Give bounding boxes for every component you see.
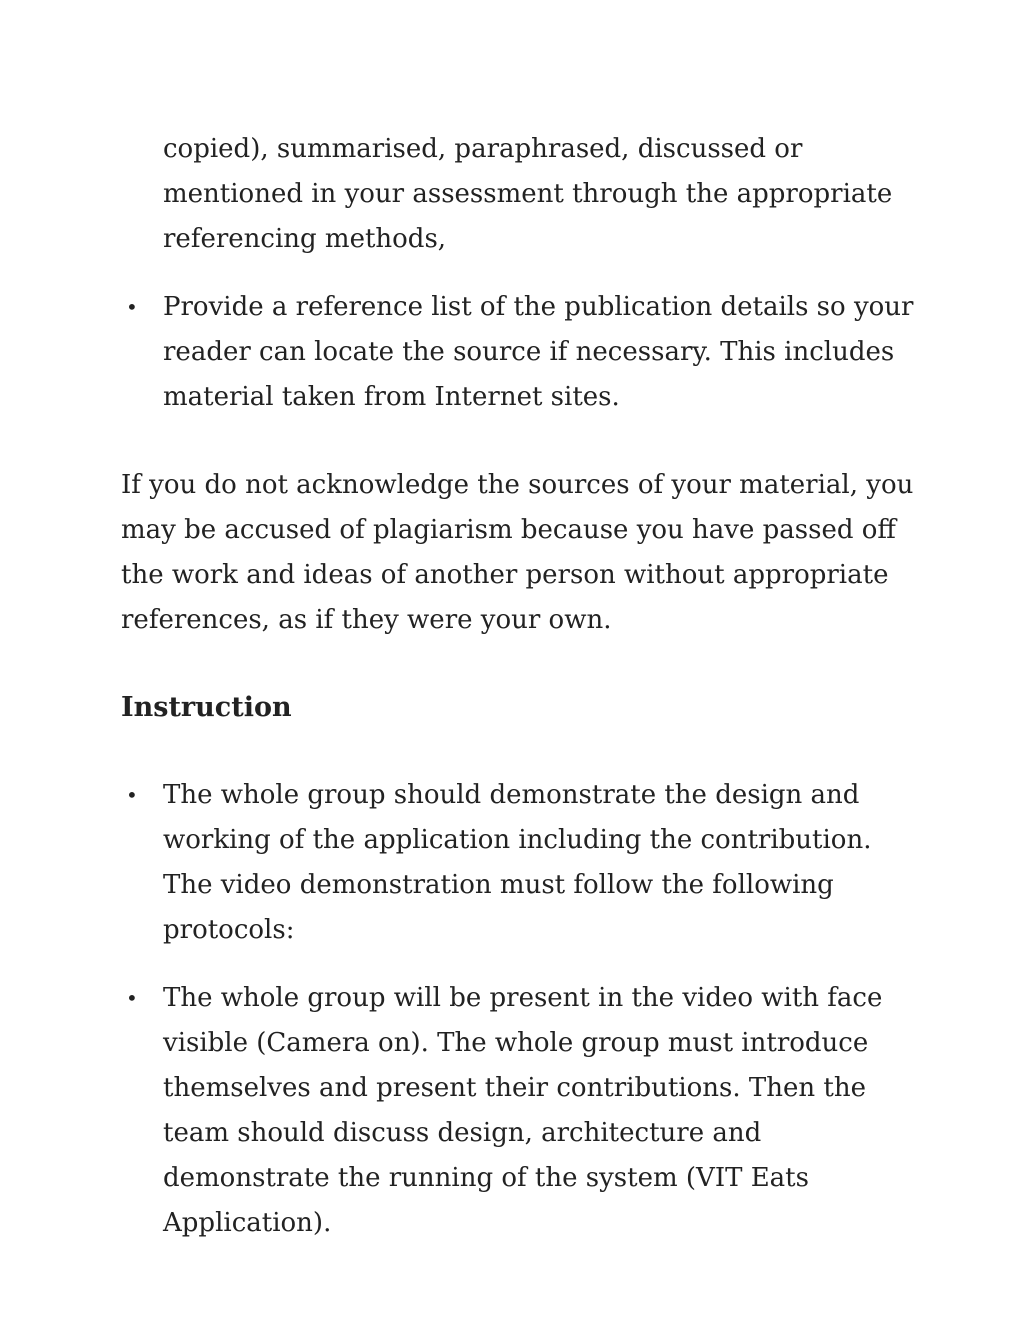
bullet-list-instructions <box>0 773 1024 1246</box>
list-item <box>0 285 1024 420</box>
list-item-text: The whole group should demonstrate the design and working of the application including the contribution. The video demonstration must follow the following protocols: <box>163 780 872 945</box>
plagiarism-paragraph: If you do not acknowledge the sources of your material, you may be accused of plagiarism because you have passed off the work and ideas of another person without appropriate references, as if they were your own. <box>121 470 914 635</box>
continuation-text: copied), summarised, paraphrased, discussed or mentioned in your assessment through the appropriate referencing methods, <box>163 134 893 254</box>
list-item <box>0 976 1024 1246</box>
list-item-text: The whole group will be present in the video with face visible (Camera on). The whole group must introduce themselves and present their contributions. Then the team should discuss design, architecture and demonstrate the running of the system (VIT Eats Application). <box>163 983 883 1238</box>
bullet-icon: • <box>126 295 138 319</box>
section-heading: Instruction <box>121 692 292 723</box>
list-item-text: Provide a reference list of the publication details so your reader can locate the source if necessary. This includes material taken from Internet sites. <box>163 292 914 412</box>
bullet-list-references <box>0 285 1024 420</box>
bullet-continuation <box>0 127 1024 262</box>
bullet-icon: • <box>126 986 138 1010</box>
list-item <box>0 773 1024 953</box>
bullet-icon: • <box>126 783 138 807</box>
